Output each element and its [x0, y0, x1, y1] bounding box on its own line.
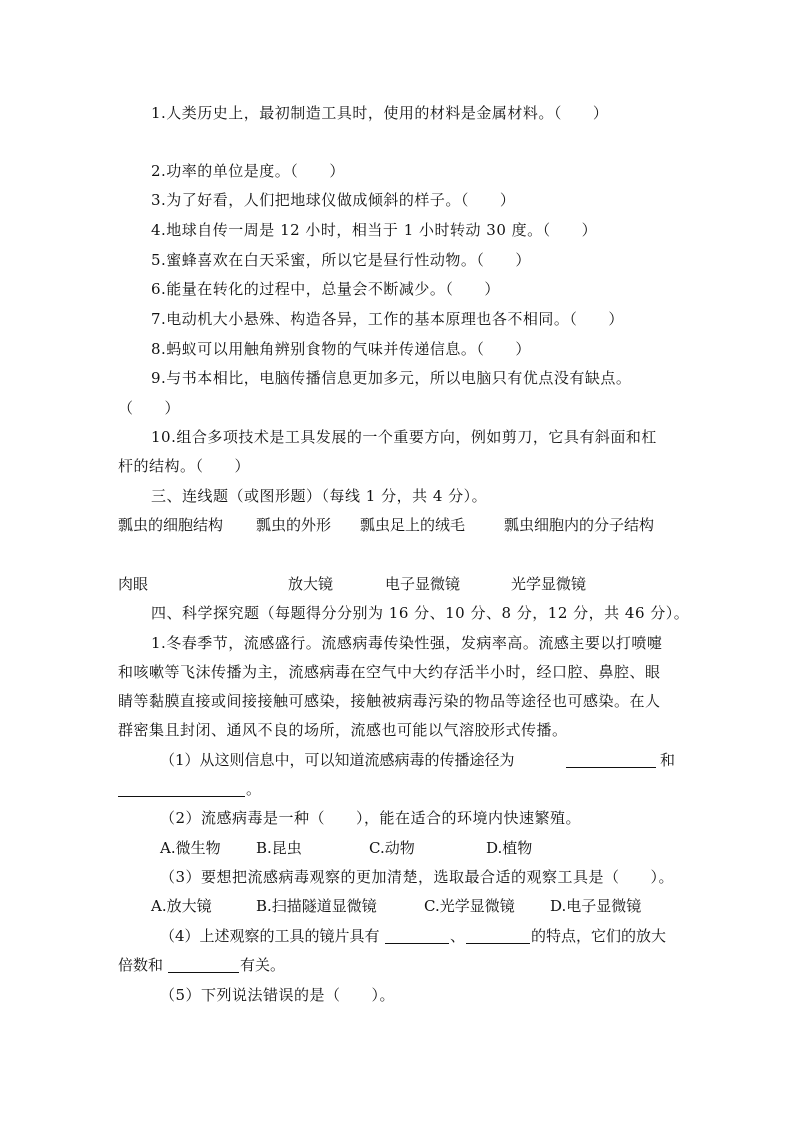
inquiry-passage-line2: 和咳嗽等飞沫传播为主，流感病毒在空气中大约存活半小时，经口腔、鼻腔、眼: [118, 663, 661, 681]
judge-q9-line1: 9.与书本相比，电脑传播信息更加多元，所以电脑只有优点没有缺点。: [151, 369, 632, 387]
subq1-text: （1）从这则信息中，可以知道流感病毒的传播途径为: [160, 751, 515, 769]
inquiry-passage-line1: 1.冬春季节，流感盛行。流感病毒传染性强，发病率高。流感主要以打喷嚏: [151, 634, 663, 652]
judge-q9-line2: （ ）: [118, 399, 181, 417]
matching-heading: 三、连线题（或图形题）（每线 1 分，共 4 分）。: [151, 487, 488, 505]
subq4-text-3: 倍数和: [118, 956, 164, 974]
judge-q1: 1.人类历史上，最初制造工具时，使用的材料是金属材料。（ ）: [151, 104, 609, 122]
judge-q10-line1: 10.组合多项技术是工具发展的一个重要方向，例如剪刀，它具有斜面和杠: [151, 428, 657, 446]
match-item-appearance: 瓢虫的外形: [256, 516, 332, 534]
inquiry-passage-line4: 群密集且封闭、通风不良的场所，流感也可能以气溶胶形式传播。: [118, 721, 568, 739]
match-tool-optical-microscope: 光学显微镜: [511, 575, 587, 593]
judge-q8: 8.蚂蚁可以用触角辨别食物的气味并传递信息。（ ）: [151, 340, 531, 358]
option-a: A.放大镜: [151, 897, 212, 915]
option-a: A.微生物: [160, 839, 221, 857]
answer-blank[interactable]: [566, 750, 656, 768]
judge-q5: 5.蜜蜂喜欢在白天采蜜，所以它是昼行性动物。（ ）: [151, 251, 531, 269]
match-tool-electron-microscope: 电子显微镜: [385, 575, 461, 593]
option-b: B.昆虫: [256, 839, 302, 857]
subq1-period: 。: [246, 780, 262, 798]
option-c: C.动物: [369, 839, 415, 857]
judge-q7: 7.电动机大小悬殊、构造各异，工作的基本原理也各不相同。（ ）: [151, 310, 624, 328]
match-tool-magnifier: 放大镜: [288, 575, 334, 593]
option-b: B.扫描隧道显微镜: [256, 897, 377, 915]
match-item-molecular: 瓢虫细胞内的分子结构: [504, 516, 655, 534]
match-item-cell-structure: 瓢虫的细胞结构: [118, 516, 224, 534]
subq4-text-4: 有关。: [240, 956, 286, 974]
subq4-text-2: 的特点，它们的放大: [531, 927, 667, 945]
subq3-text: （3）要想把流感病毒观察的更加清楚，选取最合适的观察工具是（ ）。: [160, 868, 675, 886]
option-d: D.植物: [486, 839, 533, 857]
subq4-text: （4）上述观察的工具的镜片具有: [160, 927, 380, 945]
match-item-foot-hair: 瓢虫足上的绒毛: [360, 516, 466, 534]
judge-q6: 6.能量在转化的过程中，总量会不断减少。（ ）: [151, 280, 500, 298]
subq2-text: （2）流感病毒是一种（ ），能在适合的环境内快速繁殖。: [160, 809, 582, 827]
option-c: C.光学显微镜: [424, 897, 515, 915]
inquiry-heading: 四、科学探究题（每题得分分别为 16 分、10 分、8 分，12 分，共 46 分）。: [151, 604, 690, 622]
answer-blank[interactable]: [168, 955, 239, 973]
option-d: D.电子显微镜: [550, 897, 642, 915]
subq1-and: 和: [660, 751, 676, 769]
judge-q4: 4.地球自传一周是 12 小时，相当于 1 小时转动 30 度。（ ）: [151, 221, 598, 239]
judge-q3: 3.为了好看，人们把地球仪做成倾斜的样子。（ ）: [151, 191, 516, 209]
judge-q10-line2: 杆的结构。（ ）: [118, 457, 251, 475]
match-tool-eye: 肉眼: [118, 575, 149, 593]
answer-blank[interactable]: [466, 926, 530, 944]
subq5-text: （5）下列说法错误的是（ ）。: [160, 986, 396, 1004]
inquiry-passage-line3: 睛等黏膜直接或间接接触可感染，接触被病毒污染的物品等途径也可感染。在人: [118, 692, 661, 710]
answer-blank[interactable]: [118, 779, 245, 797]
subq4-separator: 、: [450, 927, 466, 945]
answer-blank[interactable]: [385, 926, 449, 944]
judge-q2: 2.功率的单位是度。（ ）: [151, 162, 345, 180]
